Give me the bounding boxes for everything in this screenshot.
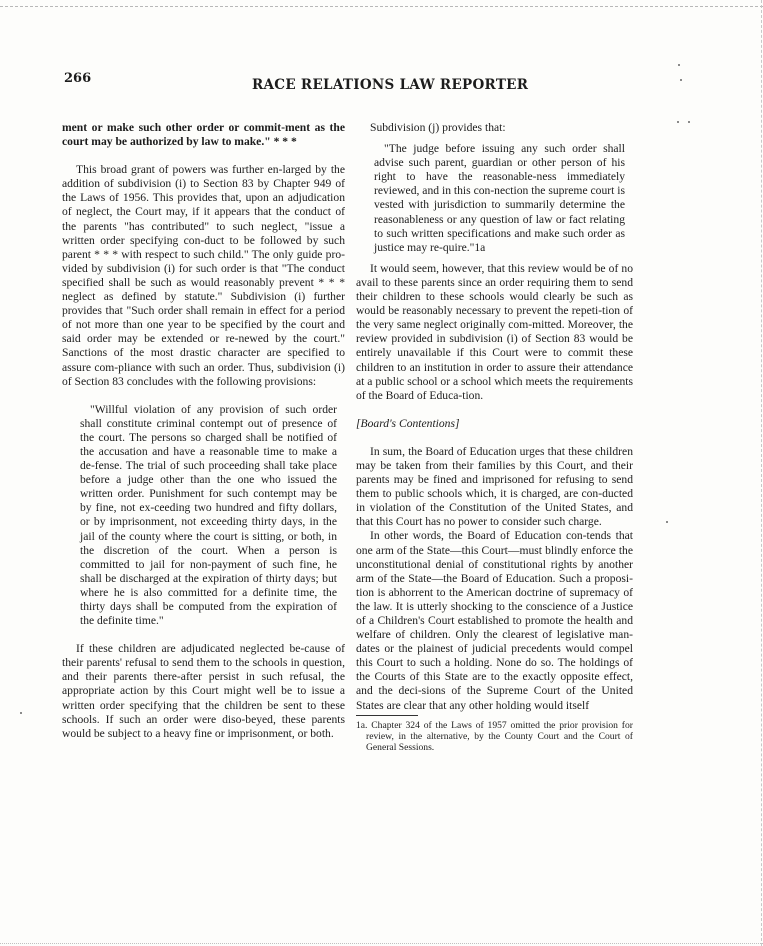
footnote: 1a. Chapter 324 of the Laws of 1957 omitted the prior provision for review, in the alternative, by the County Court and the Court of General Sessions. xyxy=(356,719,633,754)
running-head: RACE RELATIONS LAW REPORTER xyxy=(252,77,529,93)
left-paragraph-1: ment or make such other order or commit-ment as the court may be authorized by law to make." * * * xyxy=(62,121,345,149)
scan-speck xyxy=(677,121,679,123)
scan-speck xyxy=(688,121,690,123)
left-paragraph-3: If these children are adjudicated neglected be-cause of their parents' refusal to send them to the schools in question, and their parents there-after persist in such refusal, the appropriate action by this Court might well be to issue a written order specifying that the children be sent to these schools. If such an order were diso-beyed, these parents would be subject to a heavy fine or imprisonment, or both. xyxy=(62,642,345,740)
right-intro: Subdivision (j) provides that: xyxy=(370,121,506,134)
scan-speck xyxy=(20,712,22,714)
left-paragraph-2: This broad grant of powers was further en-larged by the addition of subdivision (i) to Section 83 by Chapter 949 of the Laws of 1956. This provides that, upon an adjudication of neglect, the Court may, if it appears that the conduct of the parents "has contributed" to such neglect, "issue a written order specifying con-duct to be followed by such parent * * * with respect to such child." The only guide pro-vided by subdivision (i) for such order is that "The conduct specified shall be such as would reasonably prevent * * * neglect as defined by statute." Subdivision (i) further provides that "Such order shall remain in effect for a period of not more than one year to be specified by the court and said order may be extended or re-newed by the court." Sanctions of the most drastic character are specified to assure com-pliance with such an order. Thus, subdivision (i) of Section 83 concludes with the following provisions: xyxy=(62,163,345,388)
scan-speck xyxy=(680,79,682,81)
section-heading: [Board's Contentions] xyxy=(356,416,460,430)
scan-border-top xyxy=(0,6,763,7)
right-block-quote: "The judge before issuing any such order shall advise such parent, guardian or other person of his right to have the reasonable-ness immediately reviewed, and in this con-nection the supreme court is vested with jurisdiction to summarily determine the reasonableness or any question of law or fact relating to such written specifications and make such order as justice may re-quire."1a xyxy=(374,142,625,254)
scan-border-bottom xyxy=(0,943,763,944)
left-block-quote: "Willful violation of any provision of such order shall constitute criminal contempt out of presence of the court. The persons so charged shall be notified of the accusation and have a reasonable time to make a de-fense. The trial of such proceeding shall take place before a judge other than the one who issued the written order. Punishment for such contempt may be by fine, not ex-ceeding two hundred and fifty dollars, or by imprisonment, not exceeding thirty days, in the jail of the county where the court is sitting, or both, in the discretion of the court. When a person is committed to jail for non-payment of such fine, he shall be discharged at the expiration of thirty days; but where he is also committed for a definite time, the thirty days shall be computed from the expiration of the definite time." xyxy=(80,402,337,628)
scan-speck xyxy=(666,521,668,523)
right-column xyxy=(356,121,633,754)
footnote-rule xyxy=(356,715,418,716)
scan-speck xyxy=(678,64,680,66)
scan-border-right xyxy=(761,0,762,946)
left-column xyxy=(62,121,345,741)
right-paragraph-1: It would seem, however, that this review would be of no avail to these parents since an order requiring them to send their children to these schools would clearly be such as would be reasonably necessary to prevent the repeti-tion of the very same neglect originally com-mitted. Moreover, the review provided in subdivision (i) of Section 83 would be entirely unavailable if this Court were to commit these children to an institution in order to assure their attendance at a public school or a school which meets the requirements of the Board of Educa-tion. xyxy=(356,261,633,402)
right-paragraph-3: In other words, the Board of Education con-tends that one arm of the State—this Court—must blindly enforce the unconstitutional denial of constitutional rights by another arm of the State—the Board of Education. Such a proposi-tion is abhorrent to the American doctrine of supremacy of the law. It is utterly shocking to the conscience of a Justice of a Children's Court established to promote the health and welfare of children. Only the clearest of legislative man-dates or the plainest of judicial precedents would compel this Court to such a holding. None do so. The holdings of the Courts of this State are to the exactly opposite effect, and the deci-sions of the Supreme Court of the United States are clear that any other holding would itself xyxy=(356,529,633,712)
right-paragraph-2: In sum, the Board of Education urges that these children may be taken from their families by this Court, and their parents may be fined and imprisoned for refusing to send them to public schools which, it is charged, are con-ducted in violation of the Constitution of the United States, and that this Court has no power to consider such charge. xyxy=(356,444,633,529)
page-number: 266 xyxy=(64,71,92,86)
